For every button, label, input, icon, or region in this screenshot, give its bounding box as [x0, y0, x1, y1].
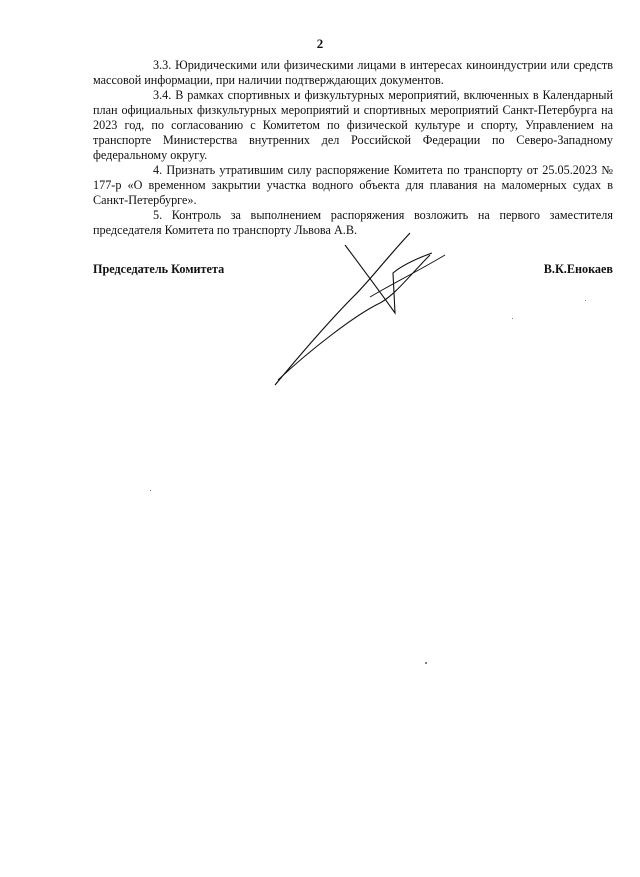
document-body: [93, 58, 613, 238]
paragraph-number: 4.: [153, 163, 163, 177]
paragraph-text: Юридическими или физическими лицами в интересах киноиндустрии или средств массовой информации, при наличии подтверждающих документов.: [93, 58, 613, 87]
signatory-position: Председатель Комитета: [93, 262, 225, 276]
scan-speck: [425, 662, 427, 664]
paragraph-text: Признать утратившим силу распоряжение Комитета по транспорту от 25.05.2023 № 177-р «О временном закрытии участка водного объекта для плавания на маломерных судах в Санкт-Петербурге».: [93, 163, 613, 207]
paragraph-text: Контроль за выполнением распоряжения возложить на первого заместителя председателя Комитета по транспорту Львова А.В.: [93, 208, 613, 237]
paragraph-text: В рамках спортивных и физкультурных мероприятий, включенных в Календарный план официальных физкультурных мероприятий и спортивных мероприятий Санкт-Петербурга на 2023 год, по согласованию с Комитетом по физической культуре и спорту, Управлением на транспорте Министерства внутренних дел Российской Федерации по Северо-Западному федеральному округу.: [93, 88, 613, 162]
paragraph-number: 5.: [153, 208, 163, 222]
page-number: 2: [316, 36, 324, 51]
paragraph-number: 3.3.: [153, 58, 172, 72]
paragraph-3-3: [93, 58, 613, 88]
scan-speck: [585, 300, 586, 301]
handwritten-signature: [260, 225, 450, 395]
paragraph-4: [93, 163, 613, 208]
signatory-name: В.К.Енокаев: [543, 262, 613, 276]
paragraph-number: 3.4.: [153, 88, 172, 102]
scan-speck: [512, 318, 513, 319]
scan-speck: [150, 490, 151, 491]
paragraph-3-4: [93, 88, 613, 163]
